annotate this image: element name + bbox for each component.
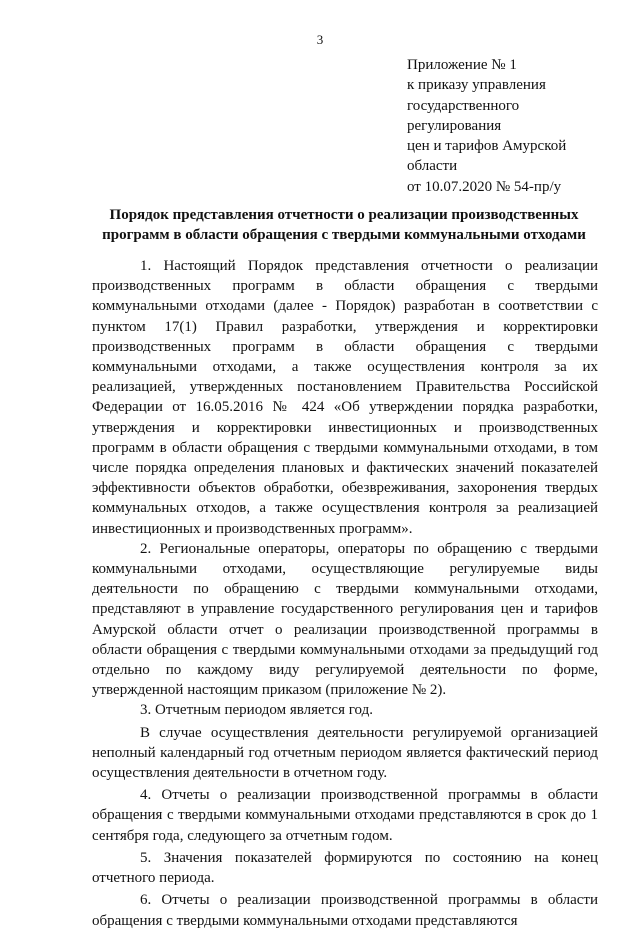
appendix-header: [407, 55, 607, 197]
title-line-1: Порядок представления отчетности о реализации производственных: [109, 207, 579, 223]
appendix-line: Приложение № 1: [407, 57, 517, 73]
appendix-line: к приказу управления: [407, 77, 546, 94]
document-body: [92, 256, 598, 931]
paragraph-2: 2. Региональные операторы, операторы по обращению с твердыми коммунальными отходами, осуществляющие регулируемые виды деятельности по обращению с твердыми коммунальными отходами, представляют в управление государственного регулирования цен и тарифов Амурской области отчет о реализации производственной программы в области обращения с твердыми коммунальными отходами за предыдущий год отдельно по каждому виду регулируемой деятельности по форме, утвержденной настоящим приказом (приложение № 2).: [92, 540, 598, 699]
paragraph-5: 5. Значения показателей формируются по состоянию на конец отчетного периода.: [92, 849, 598, 887]
paragraph-1: 1. Настоящий Порядок представления отчетности о реализации производственных программ в области обращения с твердыми коммунальными отходами (далее - Порядок) разработан в соответствии с пунктом 17(1) Правил разработки, утверждения и корректировки производственных программ в области обращения с твердыми коммунальными отходами, а также осуществления контроля за их реализацией, утвержденных постановлением Правительства Российской Федерации от 16.05.2016 № 424 «Об утверждении порядка разработки, утверждения и корректировки инвестиционных и производственных программ в области обращения с твердыми коммунальными отходами, в том числе порядка определения плановых и фактических значений показателей эффективности объектов обработки, обезвреживания, захоронения твердых коммунальных отходов, а также осуществления контроля за реализацией инвестиционных и производственных программ».: [92, 258, 598, 537]
appendix-line: государственного: [407, 97, 520, 114]
appendix-line: области: [407, 158, 458, 175]
paragraph-4: 4. Отчеты о реализации производственной программы в области обращения с твердыми коммунальными отходами представляются в срок до 1 сентября года, следующего за отчетным годом.: [92, 787, 598, 844]
document-title: [90, 205, 598, 245]
appendix-line: регулирования: [407, 117, 502, 134]
paragraph-3: 3. Отчетным периодом является год.: [140, 702, 373, 719]
title-line-2: программ в области обращения с твердыми коммунальными отходами: [102, 227, 586, 243]
paragraph-3-note: В случае осуществления деятельности регулируемой организацией неполный календарный год отчетным периодом является фактический период осуществления деятельности в отчетном году.: [92, 724, 598, 782]
appendix-line: цен и тарифов Амурской: [407, 138, 567, 155]
paragraph-6: 6. Отчеты о реализации производственной программы в области обращения с твердыми коммунальными отходами представляются: [92, 892, 598, 929]
page-number: 3: [316, 32, 324, 47]
appendix-line: от 10.07.2020 № 54-пр/у: [407, 178, 562, 195]
